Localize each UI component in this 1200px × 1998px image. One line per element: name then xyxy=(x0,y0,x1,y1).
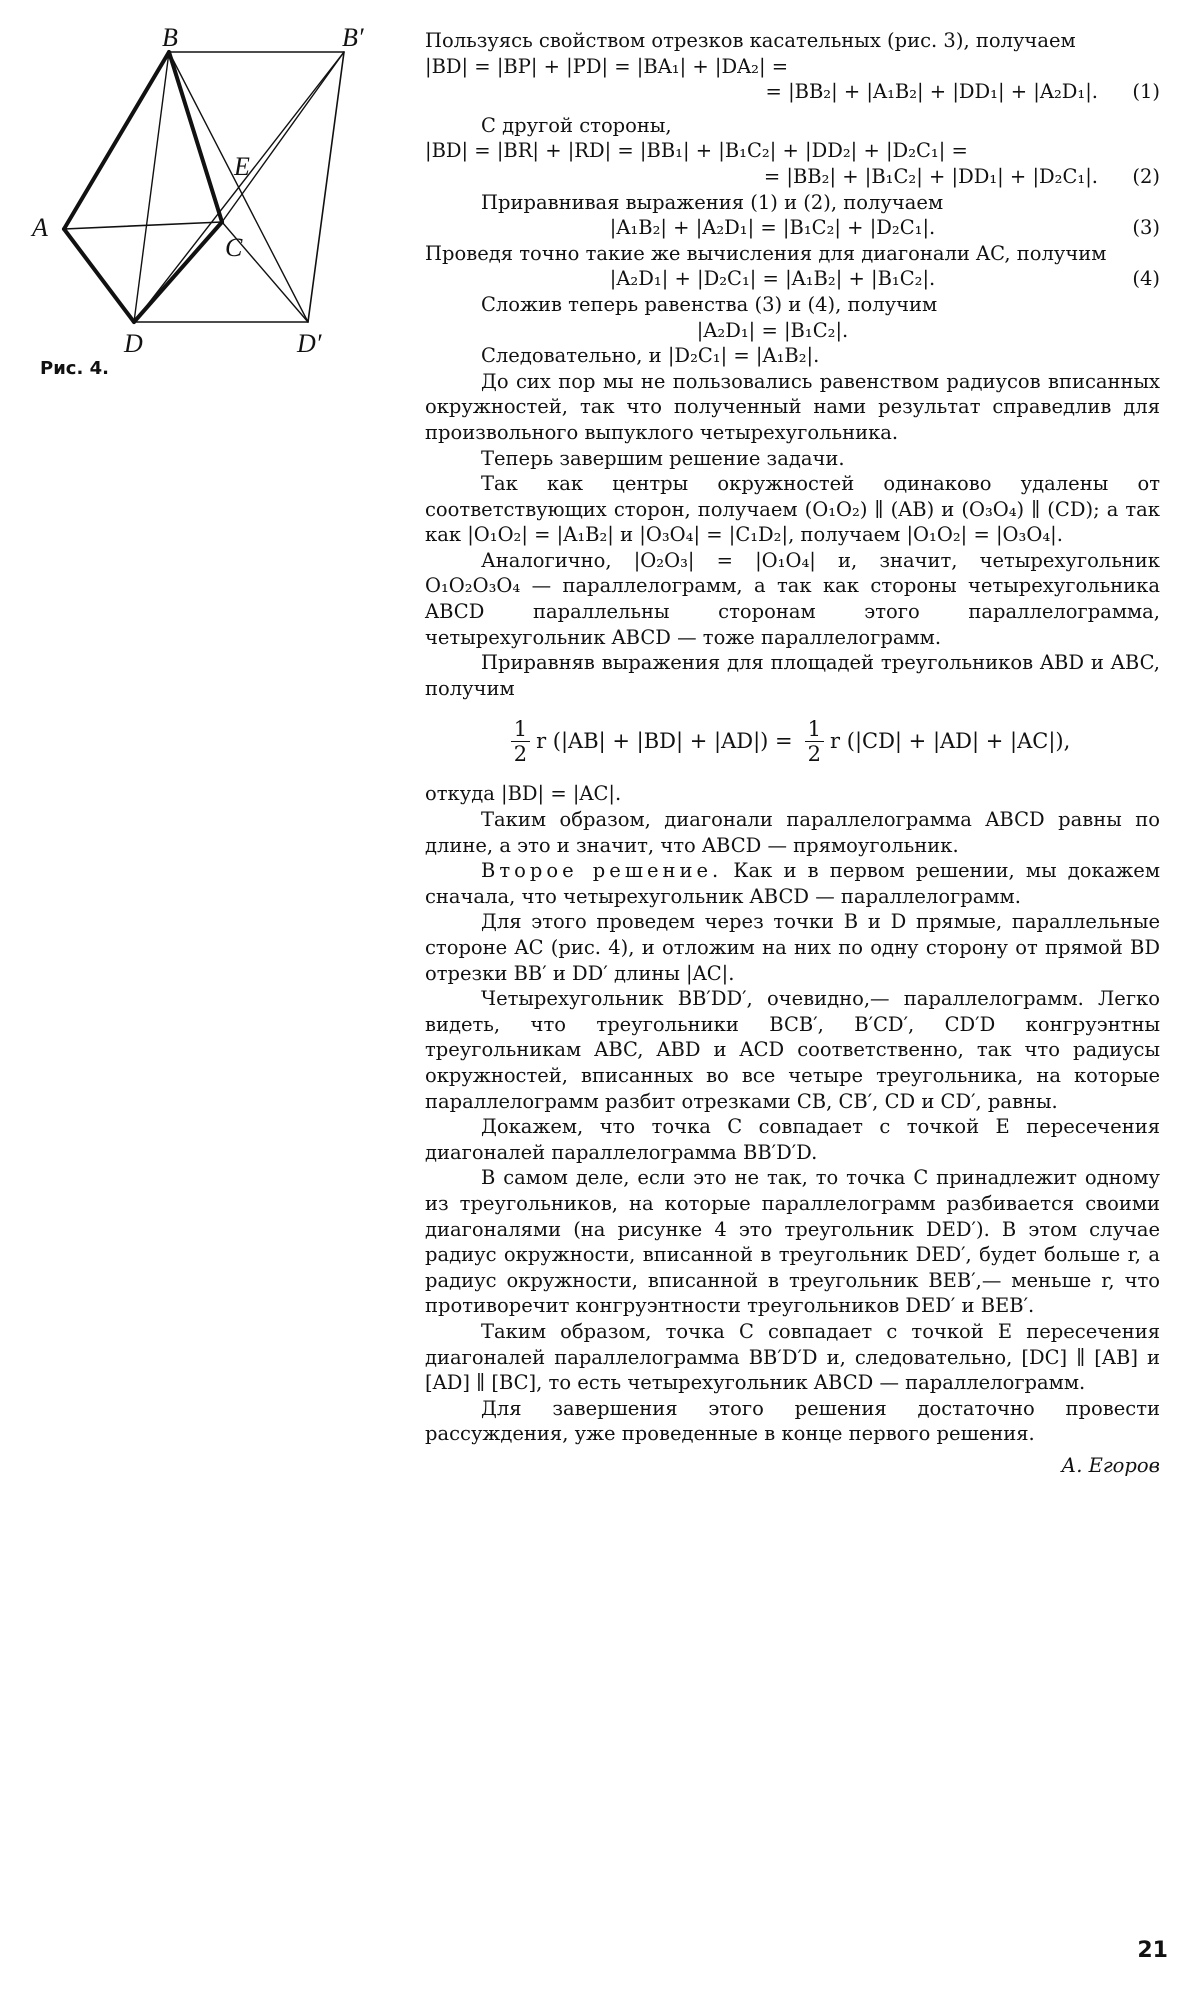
label-D: D xyxy=(124,329,143,358)
label-E: E xyxy=(234,152,250,181)
paragraph-text: Как и в первом решении, мы докажем сначала, что четырехугольник ABCD — параллелограмм. xyxy=(425,859,1160,908)
equation-body: |A₂D₁| + |D₂C₁| = |A₁B₂| + |B₁C₂|. xyxy=(609,267,936,291)
equation xyxy=(425,164,1160,190)
line-B2-D2 xyxy=(308,52,344,322)
paragraph: откуда |BD| = |AC|. xyxy=(425,782,622,806)
label-D-prime: D′ xyxy=(297,329,322,358)
equation xyxy=(425,318,1160,344)
equation-body: = |BB₂| + |A₁B₂| + |DD₁| + |A₂D₁|. xyxy=(765,80,1098,104)
line-C-D xyxy=(134,222,222,322)
line-D-B2 xyxy=(134,52,344,322)
paragraph: Таким образом, диагонали параллелограмма ABCD равны по длине, а это и значит, что ABCD — прямоугольник. xyxy=(425,808,1160,857)
equation-body: = |BB₂| + |B₁C₂| + |DD₁| + |D₂C₁|. xyxy=(763,164,1098,188)
author-signature: А. Егоров xyxy=(1061,1453,1160,1477)
paragraph xyxy=(425,858,1160,909)
spacer xyxy=(425,105,1160,113)
equation xyxy=(425,215,1160,241)
paragraph: Для этого проведем через точки B и D прямые, параллельные стороне AC (рис. 4), и отложим на них по одну сторону от прямой BD отрезки BB′ и DD′ длины |AC|. xyxy=(425,910,1161,985)
line-A-C xyxy=(64,222,222,229)
paragraph: Для завершения этого решения достаточно провести рассуждения, уже проведенные в конце первого решения. xyxy=(425,1396,1160,1446)
section-heading: Второе решение. xyxy=(481,859,723,883)
line-B-D xyxy=(134,52,169,322)
label-C: C xyxy=(225,233,243,262)
equation-body: |A₂D₁| = |B₁C₂|. xyxy=(696,318,849,342)
equation-number: (4) xyxy=(1132,267,1160,291)
label-B-prime: B′ xyxy=(342,28,364,52)
paragraph: Докажем, что точка C совпадает с точкой E пересечения диагоналей параллелограмма BB′D′D. xyxy=(425,1115,1160,1164)
page-number: 21 xyxy=(1137,1938,1168,1963)
geometry-diagram xyxy=(22,28,392,358)
equation-body: |BD| = |BP| + |PD| = |BA₁| + |DA₂| = xyxy=(425,54,789,78)
paragraph: Сложив теперь равенства (3) и (4), получим xyxy=(481,292,938,316)
figure-caption: Рис. 4. xyxy=(40,358,109,379)
denominator: 2 xyxy=(807,741,822,766)
paragraph: Приравняв выражения для площадей треугольников ABD и ABC, получим xyxy=(425,651,1160,700)
paragraph: Таким образом, точка C совпадает с точкой E пересечения диагоналей параллелограмма BB′D′D и, следовательно, [DC] ∥ [AB] и [AD] ∥ [BC], то есть четырехугольник ABCD — параллелограмм. xyxy=(425,1319,1160,1395)
equation-number: (2) xyxy=(1132,164,1160,188)
equation-body: |BD| = |BR| + |RD| = |BB₁| + |B₁C₂| + |DD₂| + |D₂C₁| = xyxy=(425,139,968,163)
paragraph: Проведя точно такие же вычисления для диагонали AC, получим xyxy=(425,241,1107,265)
equation xyxy=(425,266,1160,292)
paragraph: Следовательно, и |D₂C₁| = |A₁B₂|. xyxy=(481,344,820,368)
equation xyxy=(425,138,1160,164)
label-B: B xyxy=(162,28,178,52)
line-C-B2 xyxy=(222,52,344,222)
paragraph: С другой стороны, xyxy=(481,113,672,137)
fraction xyxy=(805,717,824,766)
equation-body: |A₁B₂| + |A₂D₁| = |B₁C₂| + |D₂C₁|. xyxy=(609,216,936,240)
numerator: 1 xyxy=(511,717,530,742)
figure-4 xyxy=(22,28,392,358)
numerator: 1 xyxy=(805,717,824,742)
paragraph: В самом деле, если это не так, то точка C принадлежит одному из треугольников, на которые параллелограмм разбивается своими диагоналями (на рисунке 4 это треугольник DED′). В этом случае радиус окружности, вписанной в треугольник DED′, будет больше r, а радиус окружности, вписанной в треугольник BEB′,— меньше r, что противоречит конгруэнтности треугольников DED′ и BEB′. xyxy=(425,1166,1160,1318)
equation xyxy=(425,54,1160,80)
fraction xyxy=(511,717,530,766)
label-A: A xyxy=(32,213,48,242)
equation-number: (1) xyxy=(1132,80,1160,104)
paragraph: До сих пор мы не пользовались равенством радиусов вписанных окружностей, так что полученный нами результат справедлив для произвольного выпуклого четырехугольника. xyxy=(425,369,1160,444)
equation-number: (3) xyxy=(1132,216,1160,240)
paragraph: Так как центры окружностей одинаково удалены от соответствующих сторон, получаем (O₁O₂) ∥ (AB) и (O₃O₄) ∥ (CD); а так как |O₁O₂| = |A₁B₂| и |O₃O₄| = |C₁D₂|, получаем |O₁O₂| = |O₃O₄|. xyxy=(425,472,1160,547)
paragraph: Приравнивая выражения (1) и (2), получаем xyxy=(481,190,944,214)
equation xyxy=(425,79,1160,105)
paragraph: Пользуясь свойством отрезков касательных (рис. 3), получаем xyxy=(425,29,1076,52)
area-equation xyxy=(425,701,1160,781)
paragraph: Четырехугольник BB′DD′, очевидно,— параллелограмм. Легко видеть, что треугольники BCB′, B′CD′, CD′D конгруэнтны треугольникам ABC, ABD и ACD соответственно, так что радиусы окружностей, вписанных во все четыре треугольника, на которые параллелограмм разбит отрезками CB, CB′, CD и CD′, равны. xyxy=(425,987,1160,1113)
line-A-B xyxy=(64,52,169,229)
equation-part-1: r (|AB| + |BD| + |AD|) = xyxy=(536,728,793,753)
equation-part-2: r (|CD| + |AD| + |AC|), xyxy=(830,728,1071,753)
line-B-C xyxy=(169,52,222,222)
denominator: 2 xyxy=(513,741,528,766)
article-text xyxy=(425,28,1160,1478)
paragraph: Аналогично, |O₂O₃| = |O₁O₄| и, значит, четырехугольник O₁O₂O₃O₄ — параллелограмм, а так как стороны четырехугольника ABCD параллельны сторонам этого параллелограмма, четырехугольник ABCD — тоже параллелограмм. xyxy=(425,548,1160,649)
line-A-D xyxy=(64,229,134,322)
paragraph: Теперь завершим решение задачи. xyxy=(481,446,845,470)
